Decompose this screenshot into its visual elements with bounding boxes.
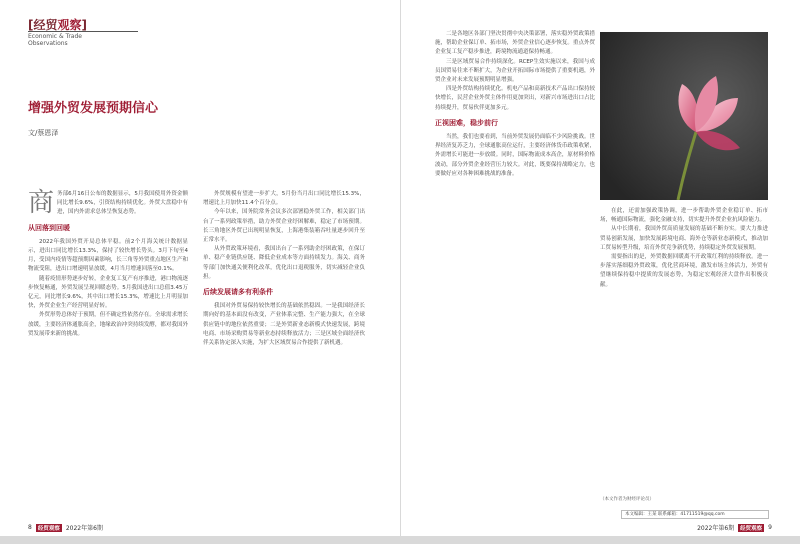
editor-contact: 本文编辑：王某 联系邮箱：41711519@qq.com: [621, 510, 769, 519]
paragraph: 今年以来，国务院常务会议多次部署稳外贸工作，相关部门出台了一系列政策举措，助力外贸企业纾困解难，稳定了市场预期。长三角地区外贸已出现明显恢复，上海港集装箱吞吐量逐步回升至正常水平。: [203, 209, 365, 244]
right-column-1: [435, 30, 595, 179]
issue-label: 2022年第6期: [697, 525, 735, 532]
dropcap: 商: [28, 188, 55, 218]
page-number: 9: [768, 524, 772, 531]
paragraph: 三是区域贸易合作持续深化。RCEP生效实施以来，我国与成员国贸易往来不断扩大，为企业开拓国际市场提供了重要机遇，外贸企业对未来发展预期明显增强。: [435, 58, 595, 84]
paragraph: 在此，还需加强政策协调，进一步帮助外贸企业稳订单、拓市场，畅通国际物流，强化金融支持，切实提升外贸企业抗风险能力。: [600, 208, 768, 224]
paragraph: 需要指出的是，外贸数据回暖离不开政策红利的持续释放。进一步落实落细稳外贸政策，优化营商环境，激发市场主体活力，外贸有望继续保持稳中提质的发展态势，为稳定宏观经济大盘作出积极贡献。: [600, 254, 768, 288]
article-title: 增强外贸发展预期信心: [28, 101, 159, 116]
flower-photo: [600, 32, 768, 200]
brand-badge: 经贸观察: [740, 525, 763, 532]
issue-label: 2022年第6期: [65, 525, 103, 532]
tulip-illustration: [600, 32, 768, 200]
paragraph: 二是各地区各部门坚决贯彻中央决策部署，落实稳外贸政策措施，帮助企业保订单、拓市场，外贸企业信心逐步恢复。重点外贸企业复工复产稳步推进，跨境物流通道保持畅通。: [435, 31, 595, 56]
left-page: [0, 0, 400, 536]
right-footer: [697, 523, 772, 532]
left-footer: [28, 523, 103, 532]
right-column-2: [600, 207, 768, 290]
section-rule: [28, 31, 138, 32]
left-column-2: [203, 190, 365, 348]
author-note: （本文作者为财经评论员）: [600, 497, 654, 502]
paragraph: 2022年我国外贸开局总体平稳。前2个月海关统计数据显示，进出口同比增长13.3%，保持了较快增长势头。3月下旬至4月，受国内疫情等超预期因素影响，长三角等外贸重点地区生产和物流受阻，进出口增速明显放缓，4月当月增速回落至0.1%。: [28, 238, 188, 273]
paragraph: 外贸形势总体好于预期，但不确定性依然存在。全球需求增长放缓，主要经济体通胀高企，地缘政治冲突持续发酵，都对我国外贸发展带来新的挑战。: [28, 312, 188, 337]
lead-paragraph: 务部6月16日公布的数据显示，5月我国使用外资金额同比增长9.6%，引资结构持续优化。外贸大盘稳中有进，国内外需求总体呈恢复态势。: [57, 191, 188, 216]
byline: 文/蔡恩泽: [28, 129, 59, 137]
paragraph: 我国对外贸易保持较快增长的基础依然稳固。一是我国经济长期向好的基本面没有改变，产业体系完整、生产能力强大，在全球供应链中的地位依然重要；二是外贸新业态新模式快速发展，跨境电商、市场采购贸易等新业态持续释放活力；三是区域全面经济伙伴关系协定深入实施，为扩大区域贸易合作提供了新机遇。: [203, 303, 365, 347]
brand-badge: 经贸观察: [37, 525, 60, 532]
subheading-3: 正视困难，稳步前行: [435, 118, 498, 127]
section-label-bold: 观察: [57, 18, 82, 32]
left-column-1: [28, 190, 188, 339]
page-number: 8: [28, 524, 32, 531]
subheading-2: 后续发展请多有利条件: [203, 288, 273, 297]
paragraph: 随着疫情形势逐步好转，企业复工复产有序推进，港口物流逐步恢复畅通，外贸发展呈现回暖态势。5月我国进出口总值3.45万亿元，同比增长9.6%，其中出口增长15.3%，增速比上月明显加快，外贸企业生产经营明显好转。: [28, 275, 188, 310]
paragraph: 从中长期看，我国外贸高质量发展的基础不断夯实。要大力推进贸易创新发展，加快发展跨境电商、海外仓等新业态新模式，推动加工贸易转型升级，培育外贸竞争新优势，持续稳定外贸发展预期。: [600, 226, 768, 251]
right-page: [401, 0, 800, 536]
paragraph: 当然，我们也要看到，当前外贸发展仍面临不少风险挑战。世界经济复苏乏力，全球通胀高位运行，主要经济体货币政策收紧，外需增长可能进一步放缓。同时，国际物流成本高企，原材料价格波动，部分外贸企业经营压力较大。对此，既要保持战略定力，也要做好应对各种困难挑战的准备。: [435, 134, 595, 177]
section-label: [经贸观察]: [28, 18, 87, 32]
paragraph: 四是外贸结构持续优化。机电产品和高新技术产品出口保持较快增长，民营企业外贸主体作用更加突出，对新兴市场进出口占比持续提升，贸易伙伴更加多元。: [435, 86, 595, 111]
paragraph: 外贸规模有望进一步扩大，5月份当月出口同比增长15.3%，增速比上月加快11.4个百分点。: [203, 191, 365, 207]
subheading-1: 从回落到回暖: [28, 223, 70, 232]
section-label-plain: 经贸: [33, 18, 58, 32]
section-subtitle: Economic & Trade Observations: [28, 33, 82, 47]
paragraph: 从外贸政策环境看，我国出台了一系列助企纾困政策，在保订单、稳产业链供应链、降低企业成本等方面持续发力。海关、商务等部门加快通关便利化改革，优化出口退税服务，切实减轻企业负担。: [203, 246, 365, 280]
